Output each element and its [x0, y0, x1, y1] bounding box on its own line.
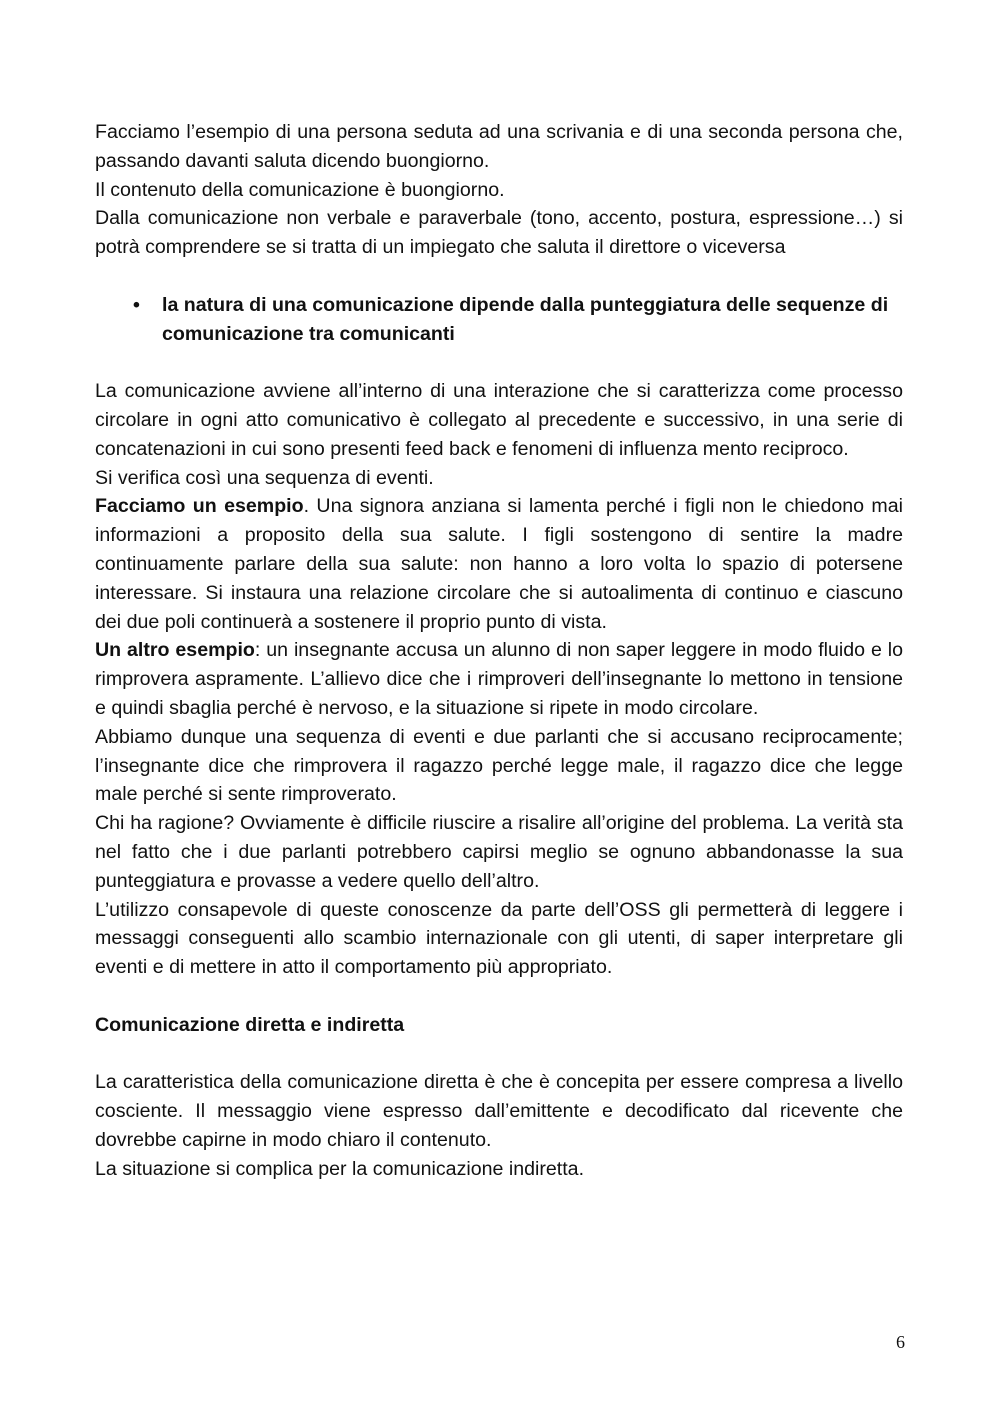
paragraph: La comunicazione avviene all’interno di una interazione che si caratterizza come processo circolare in ogni atto comunicativo è collegato al precedente e successivo, in una serie di concatenazioni in cui sono presenti feed back e fenomeni di influenza mento reciproco.: [95, 380, 903, 460]
bullet-icon: •: [133, 293, 140, 316]
example-text: : un insegnante accusa un alunno di non saper leggere in modo fluido e lo rimprovera aspramente. L’allievo dice che i rimproveri dell’insegnante lo mettono in tensione e quindi sbaglia perché è nervoso, e la situazione si ripete in modo circolare.: [95, 639, 903, 719]
example-paragraph: [95, 636, 903, 722]
example-paragraph: [95, 492, 903, 636]
example-label: Un altro esempio: [95, 639, 255, 662]
document-body: [95, 118, 903, 1183]
paragraph: Dalla comunicazione non verbale e paraverbale (tono, accento, postura, espressione…) si potrà comprendere se si tratta di un impiegato che saluta il direttore o viceversa: [95, 207, 903, 259]
paragraph: Chi ha ragione? Ovviamente è difficile riuscire a risalire all’origine del problema. La verità sta nel fatto che i due parlanti potrebbero capirsi meglio se ognuno abbandonasse la sua punteggiatura e provasse a vedere quello dell’altro.: [95, 812, 903, 892]
example-text: . Una signora anziana si lamenta perché i figli non le chiedono mai informazioni a proposito della sua salute. I figli sostengono di sentire la madre continuamente parlare della sua salute: non hanno a loro volta lo spazio di potersene interessare. Si instaura una relazione circolare che si autoalimenta di continuo e ciascuno dei due poli continuerà a sostenere il proprio punto di vista.: [95, 495, 903, 633]
paragraph: Si verifica così una sequenza di eventi.: [95, 466, 434, 489]
example-label: Facciamo un esempio: [95, 495, 304, 518]
paragraph: Facciamo l’esempio di una persona seduta ad una scrivania e di una seconda persona che, passando davanti saluta dicendo buongiorno.: [95, 121, 903, 172]
bullet-text: la natura di una comunicazione dipende dalla punteggiatura delle sequenze di comunicazione tra comunicanti: [162, 293, 889, 345]
bullet-list: [95, 291, 903, 349]
spacer: [95, 348, 903, 377]
spacer: [95, 982, 903, 1011]
bullet-item: [95, 291, 903, 349]
spacer: [95, 1040, 903, 1069]
page-number: 6: [896, 1332, 905, 1352]
section-heading: Comunicazione diretta e indiretta: [95, 1013, 405, 1036]
paragraph: Il contenuto della comunicazione è buongiorno.: [95, 178, 505, 201]
paragraph: Abbiamo dunque una sequenza di eventi e due parlanti che si accusano reciprocamente; l’insegnante dice che rimprovera il ragazzo perché legge male, il ragazzo dice che legge male perché si sente rimproverato.: [95, 725, 903, 806]
paragraph: La situazione si complica per la comunicazione indiretta.: [95, 1157, 585, 1180]
paragraph: L’utilizzo consapevole di queste conoscenze da parte dell’OSS gli permetterà di leggere i messaggi conseguenti allo scambio internazionale con gli utenti, di saper interpretare gli eventi e di mettere in atto il comportamento più appropriato.: [95, 898, 903, 979]
paragraph: La caratteristica della comunicazione diretta è che è concepita per essere compresa a livello cosciente. Il messaggio viene espresso dall’emittente e decodificato dal ricevente che dovrebbe capirne in modo chiaro il contenuto.: [95, 1071, 903, 1151]
spacer: [95, 262, 903, 291]
